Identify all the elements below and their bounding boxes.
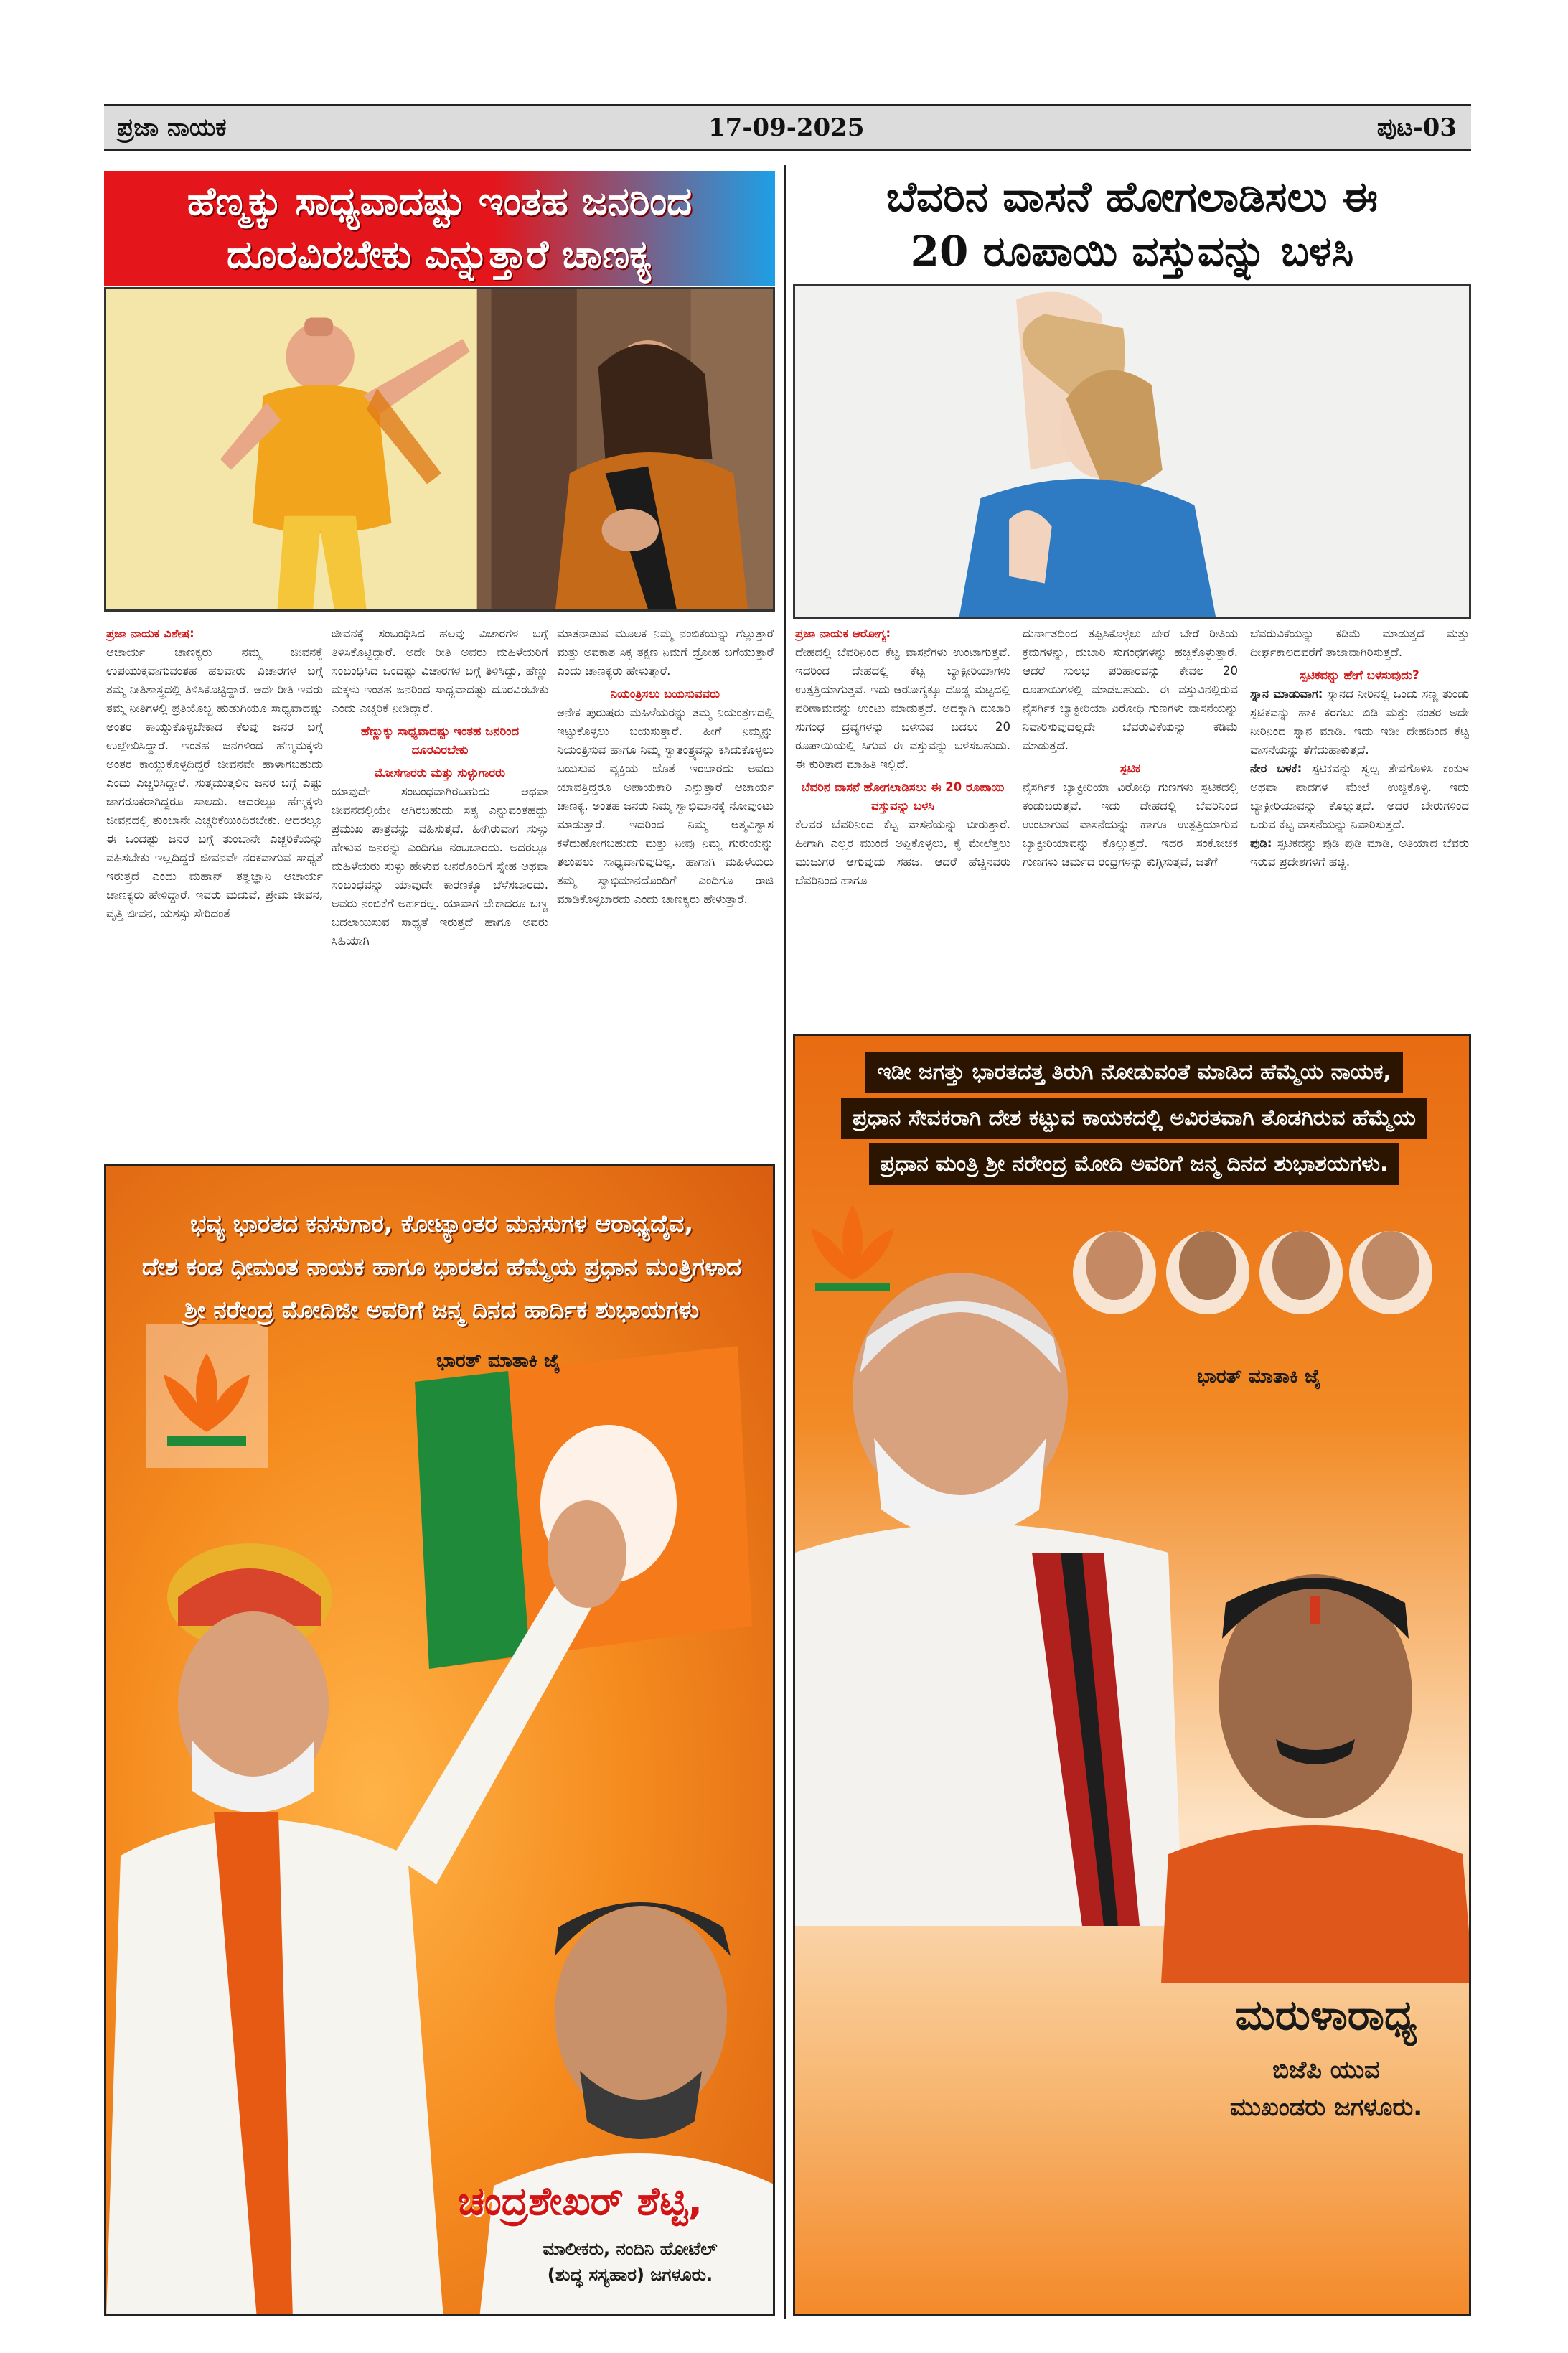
left-headline-line2: ದೂರವಿರಬೇಕು ಎನ್ನುತ್ತಾರೆ ಚಾಣಕ್ಯ: [226, 232, 653, 277]
leader-thumbnails: [1073, 1231, 1432, 1314]
left-headline: [104, 171, 775, 286]
paper-name: ಪ್ರಜಾ ನಾಯಕ: [117, 113, 227, 142]
left-ad-desc: [494, 2236, 766, 2288]
right-headline: [793, 167, 1471, 281]
left-subhead-1: ಹೆಣ್ಣುಕ್ಕು ಸಾಧ್ಯವಾದಷ್ಟು ಇಂತಹ ಜನರಿಂದ ದೂರವಿರಬೇಕು: [360, 724, 520, 757]
right-article-col3: [1250, 624, 1469, 1026]
left-ad-line1: ಭವ್ಯ ಭಾರತದ ಕನಸುಗಾರ, ಕೋಟ್ಯಾಂತರ ಮನಸುಗಳ ಆರಾಧ್ಯದೈವ,: [189, 1210, 694, 1238]
left-ad-heading: [106, 1202, 775, 1332]
right-subhead-2: ಸ್ಪಟಿಕ: [1119, 762, 1141, 775]
right-col1a-text: ದೇಹದಲ್ಲಿ ಬೆವರಿನಿಂದ ಕೆಟ್ಟ ವಾಸನೆಗಳು ಉಂಟಾಗುತ್ತವೆ. ಇದರಿಂದ ದೇಹದಲ್ಲಿ ಕೆಟ್ಟ ಬ್ಯಾಕ್ಟೀರಿಯಾಗಳು ಉತ್ಪತ್ತಿಯಾಗುತ್ತವೆ. ಇದು ಆರೋಗ್ಯಕ್ಕೂ ದೊಡ್ಡ ಮಟ್ಟದಲ್ಲಿ ಪರಿಣಾಮವನ್ನು ಉಂಟು ಮಾಡುತ್ತದೆ. ಅದಕ್ಕಾಗಿ ದುಬಾರಿ ಸುಗಂಧ ದ್ರವ್ಯಗಳನ್ನು ಬಳಸುವ ಬದಲು 20 ರೂಪಾಯಿಯಲ್ಲಿ ಸಿಗುವ ಈ ವಸ್ತುವನ್ನು ಬಳಸಬಹುದು. ಈ ಕುರಿತಾದ ಮಾಹಿತಿ ಇಲ್ಲಿದೆ.: [795, 645, 1010, 771]
right-ad-desc2: ಮುಖಂಡರು ಜಗಳೂರು.: [1229, 2093, 1423, 2122]
lotus-logo-right: [811, 1204, 894, 1291]
right-col1b-text: ಕೆಲವರ ಬೆವರಿನಿಂದ ಕೆಟ್ಟ ವಾಸನೆಯನ್ನು ಬೀರುತ್ತಾರೆ. ಹೀಗಾಗಿ ಎಲ್ಲರ ಮುಂದೆ ಅಪ್ಪಿಕೊಳ್ಳಲು, ಕೈ ಮೇಲೆತ್ತಲು ಮುಜುಗರ ಆಗುವುದು ಸಹಜ. ಆದರೆ ಹೆಚ್ಚಿನವರು ಬೆವರಿನಿಂದ ಹಾಗೂ: [795, 818, 1010, 887]
lotus-logo: [146, 1324, 268, 1468]
right-ad-name: ಮರುಳಾರಾಧ್ಯ: [1235, 1991, 1417, 2039]
right-ad-line1: ಇಡೀ ಜಗತ್ತು ಭಾರತದತ್ತ ತಿರುಗಿ ನೋಡುವಂತೆ ಮಾಡಿದ ಹೆಮ್ಮೆಯ ನಾಯಕ,: [865, 1052, 1403, 1093]
right-article-col2: [1023, 624, 1238, 1026]
right-subhead-1: ಬೆವರಿನ ವಾಸನೆ ಹೋಗಲಾಡಿಸಲು ಈ 20 ರೂಪಾಯಿ ವಸ್ತುವನ್ನು ಬಳಸಿ: [801, 780, 1005, 813]
right-label-bath: ಸ್ನಾನ ಮಾಡುವಾಗ:: [1250, 687, 1323, 701]
right-col3d-text: ಸ್ಪಟಿಕವನ್ನು ಪುಡಿ ಪುಡಿ ಮಾಡಿ, ಅತಿಯಾದ ಬೆವರು ಇರುವ ಪ್ರದೇಶಗಳಿಗೆ ಹಚ್ಚಿ.: [1250, 836, 1469, 869]
right-label-powder: ಪುಡಿ:: [1250, 836, 1272, 850]
left-ad-slogan: ಭಾರತ್ ಮಾತಾಕಿ ಜೈ: [436, 1350, 560, 1372]
right-article-col1: [795, 624, 1010, 1026]
right-article-photo: [793, 284, 1471, 619]
left-byline: ಪ್ರಜಾ ನಾಯಕ ವಿಶೇಷ:: [106, 627, 194, 640]
right-ad-heading: [795, 1052, 1471, 1185]
right-ad-line2: ಪ್ರಧಾನ ಸೇವಕರಾಗಿ ದೇಶ ಕಟ್ಟುವ ಕಾಯಕದಲ್ಲಿ ಅವಿರತವಾಗಿ ತೊಡಗಿರುವ ಹೆಮ್ಮೆಯ: [841, 1098, 1427, 1139]
left-article-col3: [557, 624, 774, 1156]
right-col3b-text: ಸ್ನಾನದ ನೀರಿನಲ್ಲಿ ಒಂದು ಸಣ್ಣ ತುಂಡು ಸ್ಪಟಿಕವನ್ನು ಹಾಕಿ ಕರಗಲು ಬಿಡಿ ಮತ್ತು ನಂತರ ಅದೇ ನೀರಿನಿಂದ ಸ್ನಾನ ಮಾಡಿ. ಇದು ಇಡೀ ದೇಹದಿಂದ ಕೆಟ್ಟ ವಾಸನೆಯನ್ನು ತೆಗೆದುಹಾಕುತ್ತದೆ.: [1250, 687, 1469, 757]
right-advertisement: [793, 1034, 1471, 2316]
left-headline-line1: ಹೆಣ್ಮಕ್ಕು ಸಾಧ್ಯವಾದಷ್ಟು ಇಂತಹ ಜನರಿಂದ: [187, 179, 693, 224]
right-byline: ಪ್ರಜಾ ನಾಯಕ ಆರೋಗ್ಯ:: [795, 627, 891, 640]
right-ad-desc: [1183, 2052, 1470, 2126]
left-article-photo: [104, 287, 775, 612]
right-col3a-text: ಬೆವರುವಿಕೆಯನ್ನು ಕಡಿಮೆ ಮಾಡುತ್ತದೆ ಮತ್ತು ದೀರ್ಘಕಾಲದವರೆಗೆ ತಾಜಾವಾಗಿರಿಸುತ್ತದೆ.: [1250, 627, 1469, 659]
left-ad-desc1: ಮಾಲೀಕರು, ನಂದಿನಿ ಹೋಟೆಲ್: [543, 2239, 718, 2259]
masthead-bar: [104, 104, 1471, 151]
left-ad-line3: ಶ್ರೀ ನರೇಂದ್ರ ಮೋದಿಜೀ ಅವರಿಗೆ ಜನ್ಮ ದಿನದ ಹಾರ್ದಿಕ ಶುಭಾಯಗಳು: [184, 1296, 700, 1324]
right-col2b-text: ನೈಸರ್ಗಿಕ ಬ್ಯಾಕ್ಟೀರಿಯಾ ವಿರೋಧಿ ಗುಣಗಳು ಸ್ಪಟಿಕದಲ್ಲಿ ಕಂಡುಬರುತ್ತವೆ. ಇದು ದೇಹದಲ್ಲಿ ಬೆವರಿನಿಂದ ಉಂಟಾಗುವ ವಾಸನೆಯನ್ನು ಹಾಗೂ ಉತ್ಪತ್ತಿಯಾಗುವ ಬ್ಯಾಕ್ಟೀರಿಯಾವನ್ನು ಕೊಲ್ಲುತ್ತದೆ. ಇದರ ಸಂಕೋಚಕ ಗುಣಗಳು ಚರ್ಮದ ರಂಧ್ರಗಳನ್ನು ಕುಗ್ಗಿಸುತ್ತವೆ, ಜತೆಗೆ: [1023, 780, 1238, 869]
left-article-col2: [332, 624, 548, 1156]
pm-portrait-right: [795, 1273, 1183, 1926]
left-col1-text: ಆಚಾರ್ಯ ಚಾಣಕ್ಯರು ನಮ್ಮ ಜೀವನಕ್ಕೆ ಉಪಯುಕ್ತವಾಗುವಂತಹ ಹಲವಾರು ವಿಚಾರಗಳ ಬಗ್ಗೆ ತಮ್ಮ ನೀತಿಶಾಸ್ತ್ರದಲ್ಲಿ ತಿಳಿಸಿಕೊಟ್ಟಿದ್ದಾರೆ. ಅದೇ ರೀತಿ ಇವರು ತಮ್ಮ ನೀತಿಗಳಲ್ಲಿ ಪ್ರತಿಯೊಬ್ಬ ಹುಡುಗಿಯೂ ಸಾಧ್ಯವಾದಷ್ಟು ಅಂತರ ಕಾಯ್ದುಕೊಳ್ಳಬೇಕಾದ ಕೆಲವು ಜನರ ಬಗ್ಗೆ ಉಲ್ಲೇಖಿಸಿದ್ದಾರೆ. ಇಂತಹ ಜನಗಳಿಂದ ಹೆಣ್ಮಮಕ್ಕಳು ಅಂತರ ಕಾಯ್ದುಕೊಳ್ಳದಿದ್ದರೆ ಜೀವನವೇ ಹಾಳಾಗಬಹುದು ಎಂದು ಎಚ್ಚರಿಸಿದ್ದಾರೆ. ಸುತ್ತಮುತ್ತಲಿನ ಜನರ ಬಗ್ಗೆ ಎಷ್ಟು ಜಾಗರೂಕರಾಗಿದ್ದರೂ ಸಾಲದು. ಆದರಲ್ಲೂ ಹೆಣ್ಮಕ್ಕಳು ಜೀವನದಲ್ಲಿ ತುಂಬಾನೇ ಎಚ್ಚರಿಕೆಯಿಂದಿರಬೇಕು. ಆದರಲ್ಲೂ ಈ ಒಂದಷ್ಟು ಜನರ ಬಗ್ಗೆ ತುಂಬಾನೇ ಎಚ್ಚರಿಕೆಯನ್ನು ವಹಿಸಬೇಕು ಇಲ್ಲದಿದ್ದರೆ ಜೀವನವೇ ನರಕವಾಗುವ ಸಾಧ್ಯತೆ ಇರುತ್ತದೆ ಎಂದು ಮಹಾನ್ ತತ್ವಜ್ಞಾನಿ ಆಚಾರ್ಯ ಚಾಣಕ್ಯರು ಹೇಳಿದ್ದಾರೆ. ಇವರು ಮದುವೆ, ಪ್ರೇಮ ಜೀವನ, ವೃತ್ತಿ ಜೀವನ, ಯಶಸ್ಸು ಸೇರಿದಂತೆ: [106, 645, 323, 920]
column-divider: [784, 165, 786, 2319]
left-col2b-text: ಯಾವುದೇ ಸಂಬಂಧವಾಗಿರಬಹುದು ಅಥವಾ ಜೀವನದಲ್ಲಿಯೇ ಆಗಿರಬಹುದು ಸತ್ಯ ಎನ್ನುವಂತಹದ್ದು ಪ್ರಮುಖ ಪಾತ್ರವನ್ನು ವಹಿಸುತ್ತದೆ. ಹೀಗಿರುವಾಗ ಸುಳ್ಳು ಹೇಳುವ ಜನರನ್ನು ಎಂದಿಗೂ ನಂಬಬಾರದು. ಅದರಲ್ಲೂ ಮಹಿಳೆಯರು ಸುಳ್ಳು ಹೇಳುವ ಜನರೊಂದಿಗೆ ಸ್ನೇಹ ಅಥವಾ ಸಂಬಂಧವನ್ನು ಯಾವುದೇ ಕಾರಣಕ್ಕೂ ಬೆಳೆಸಬಾರದು. ಅವರು ನಂಬಿಕೆಗೆ ಅರ್ಹರಲ್ಲ. ಯಾವಾಗ ಬೇಕಾದರೂ ಬಣ್ಣ ಬದಲಾಯಿಸುವ ಸಾಧ್ಯತೆ ಇರುತ್ತದೆ ಹಾಗೂ ಅವರು ಸಿಹಿಯಾಗಿ: [332, 785, 548, 948]
left-col3b-text: ಅನೇಕ ಪುರುಷರು ಮಹಿಳೆಯರನ್ನು ತಮ್ಮ ನಿಯಂತ್ರಣದಲ್ಲಿ ಇಟ್ಟುಕೊಳ್ಳಲು ಬಯಸುತ್ತಾರೆ. ಹೀಗೆ ನಿಮ್ಮನ್ನು ನಿಯಂತ್ರಿಸುವ ಹಾಗೂ ನಿಮ್ಮ ಸ್ವಾತಂತ್ರ್ಯವನ್ನು ಕಸಿದುಕೊಳ್ಳಲು ಬಯಸುವ ವ್ಯಕ್ತಿಯ ಜೊತೆ ಇರಬಾರದು ಅವರು ಯಾವತ್ತಿದ್ದರೂ ಅಪಾಯಕಾರಿ ಎನ್ನುತ್ತಾರೆ ಆಚಾರ್ಯ ಚಾಣಕ್ಯ. ಅಂತಹ ಜನರು ನಿಮ್ಮ ಸ್ವಾಭಿಮಾನಕ್ಕೆ ನೋವುಂಟು ಮಾಡುತ್ತಾರೆ. ಇದರಿಂದ ನಿಮ್ಮ ಆತ್ಮವಿಶ್ವಾಸ ಕಳೆದುಹೋಗಬಹುದು ಮತ್ತು ನೀವು ನಿಮ್ಮ ಗುರುಯನ್ನು ತಲುಪಲು ಸಾಧ್ಯವಾಗುವುದಿಲ್ಲ. ಹಾಗಾಗಿ ಮಹಿಳೆಯರು ತಮ್ಮ ಸ್ವಾಭಿಮಾನದೊಂದಿಗೆ ಎಂದಿಗೂ ರಾಜಿ ಮಾಡಿಕೊಳ್ಳಬಾರದು ಎಂದು ಚಾಣಕ್ಯರು ಹೇಳುತ್ತಾರೆ.: [557, 706, 774, 906]
page-number: ಪುಟ-03: [1376, 113, 1457, 142]
left-col2a-text: ಜೀವನಕ್ಕೆ ಸಂಬಂಧಿಸಿದ ಹಲವು ವಿಚಾರಗಳ ಬಗ್ಗೆ ತಿಳಿಸಿಕೊಟ್ಟಿದ್ದಾರೆ. ಅದೇ ರೀತಿ ಅವರು ಮಹಿಳೆಯರಿಗೆ ಸಂಬಂಧಿಸಿದ ಒಂದಷ್ಟು ವಿಚಾರಗಳ ಬಗ್ಗೆ ತಿಳಿಸಿದ್ದು, ಹೆಣ್ಣು ಮಕ್ಕಳು ಇಂತಹ ಜನರಿಂದ ಸಾಧ್ಯವಾದಷ್ಟು ದೂರವಿರಬೇಕು ಎಂದು ಎಚ್ಚರಿಕೆ ನೀಡಿದ್ದಾರೆ.: [332, 627, 548, 715]
right-label-direct: ನೇರ ಬಳಕೆ:: [1250, 762, 1302, 775]
left-ad-artwork: [106, 1166, 775, 2316]
right-headline-line2: 20 ರೂಪಾಯಿ ವಸ್ತುವನ್ನು ಬಳಸಿ: [910, 227, 1354, 276]
left-ad-line2: ದೇಶ ಕಂಡ ಧೀಮಂತ ನಾಯಕ ಹಾಗೂ ಭಾರತದ ಹೆಮ್ಮೆಯ ಪ್ರಧಾನ ಮಂತ್ರಿಗಳಾದ: [141, 1253, 742, 1281]
right-ad-line3: ಪ್ರಧಾನ ಮಂತ್ರಿ ಶ್ರೀ ನರೇಂದ್ರ ಮೋದಿ ಅವರಿಗೆ ಜನ್ಮ ದಿನದ ಶುಭಾಶಯಗಳು.: [869, 1143, 1400, 1185]
left-article-col1: [106, 624, 323, 1156]
left-advertisement: [104, 1164, 775, 2316]
left-subhead-2: ಮೋಸಗಾರರು ಮತ್ತು ಸುಳ್ಳುಗಾರರು: [374, 766, 506, 780]
left-col3a-text: ಮಾತನಾಡುವ ಮೂಲಕ ನಿಮ್ಮ ನಂಬಿಕೆಯನ್ನು ಗೆಲ್ಲುತ್ತಾರೆ ಮತ್ತು ಅವಕಾಶ ಸಿಕ್ಕ ತಕ್ಷಣ ನಿಮಗೆ ದ್ರೋಹ ಬಗೆಯುತ್ತಾರೆ ಎಂದು ಚಾಣಕ್ಯರು ಹೇಳುತ್ತಾರೆ.: [557, 627, 774, 678]
right-col3c-text: ಸ್ಪಟಿಕವನ್ನು ಸ್ವಲ್ಪ ತೇವಗೊಳಿಸಿ ಕಂಕುಳ ಅಥವಾ ಪಾದಗಳ ಮೇಲೆ ಉಜ್ಜಿಕೊಳ್ಳಿ. ಇದು ಬ್ಯಾಕ್ಟೀರಿಯಾವನ್ನು ಕೊಲ್ಲುತ್ತದೆ. ಅದರ ಬೇರುಗಳಿಂದ ಬರುವ ಕೆಟ್ಟ ವಾಸನೆಯನ್ನು ನಿವಾರಿಸುತ್ತದೆ.: [1250, 762, 1469, 831]
right-headline-line1: ಬೆವರಿನ ವಾಸನೆ ಹೋಗಲಾಡಿಸಲು ಈ: [886, 172, 1379, 221]
left-ad-name: ಚಂದ್ರಶೇಖರ್ ಶೆಟ್ಟಿ,: [458, 2179, 703, 2224]
right-ad-slogan: ಭಾರತ್ ಮಾತಾಕಿ ಜೈ: [1197, 1366, 1321, 1388]
issue-date: 17-09-2025: [708, 113, 865, 142]
right-col2a-text: ದುರ್ನಾತದಿಂದ ತಪ್ಪಿಸಿಕೊಳ್ಳಲು ಬೇರೆ ಬೇರೆ ರೀತಿಯ ಕ್ರಮಗಳನ್ನು, ದುಬಾರಿ ಸುಗಂಧಗಳನ್ನು ಹಚ್ಚಿಕೊಳ್ಳುತ್ತಾರೆ. ಆದರೆ ಸುಲಭ ಪರಿಹಾರವನ್ನು ಕೇವಲ 20 ರೂಪಾಯಿಗಳಲ್ಲಿ ಮಾಡಬಹುದು. ಈ ವಸ್ತುವಿನಲ್ಲಿರುವ ನೈಸರ್ಗಿಕ ಬ್ಯಾಕ್ಟೀರಿಯಾ ವಿರೋಧಿ ಗುಣಗಳು ವಾಸನೆಯನ್ನು ನಿವಾರಿಸುವುದಲ್ಲದೇ ಬೆವರುವಿಕೆಯನ್ನು ಕಡಿಮೆ ಮಾಡುತ್ತದೆ.: [1023, 627, 1238, 752]
left-ad-desc2: (ಶುದ್ಧ ಸಸ್ಯಹಾರ) ಜಗಳೂರು.: [547, 2265, 713, 2285]
advertiser-portrait-right: [1161, 1574, 1471, 1983]
right-ad-desc1: ಬಿಜೆಪಿ ಯುವ: [1272, 2056, 1380, 2085]
right-subhead-3: ಸ್ಪಟಿಕವನ್ನು ಹೇಗೆ ಬಳಸುವುದು?: [1300, 668, 1419, 682]
left-subhead-3: ನಿಯಂತ್ರಿಸಲು ಬಯಸುವವರು: [610, 687, 720, 701]
